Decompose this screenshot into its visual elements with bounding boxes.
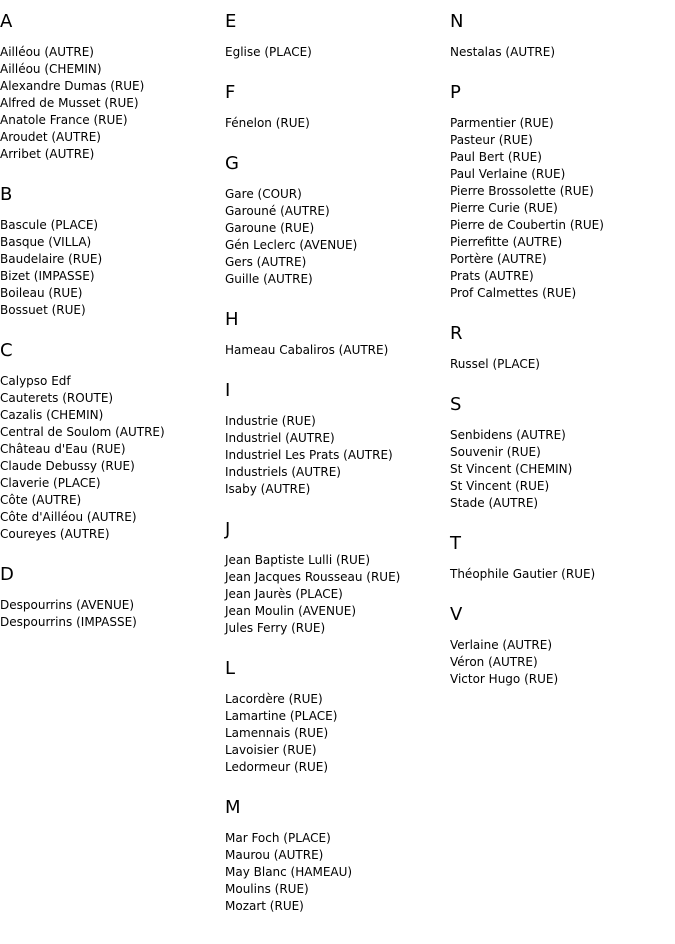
street-link[interactable]: Gare (COUR) [225,187,302,201]
street-link[interactable]: Mozart (RUE) [225,899,304,913]
street-link[interactable]: Ledormeur (RUE) [225,760,329,774]
street-link[interactable]: Pierre Brossolette (RUE) [450,184,594,198]
section-letter-heading: N [450,11,464,32]
section-letter-heading: D [0,564,14,585]
section-letter-heading: P [450,82,461,103]
street-link[interactable]: Industriel Les Prats (AUTRE) [225,448,393,462]
letter-section [225,659,445,776]
street-link[interactable]: Garouné (AUTRE) [225,204,330,218]
street-link[interactable]: Claude Debussy (RUE) [0,459,135,473]
street-link[interactable]: Despourrins (AVENUE) [0,598,135,612]
street-list [450,44,670,61]
street-link[interactable]: Gén Leclerc (AVENUE) [225,238,358,252]
street-index-column [0,12,220,631]
street-link[interactable]: Garoune (RUE) [225,221,315,235]
street-list [0,373,220,543]
letter-section [450,324,670,373]
street-link[interactable]: St Vincent (CHEMIN) [450,462,573,476]
street-link[interactable]: Côte d'Ailléou (AUTRE) [0,510,137,524]
street-link[interactable]: Château d'Eau (RUE) [0,442,126,456]
street-list [0,44,220,163]
street-link[interactable]: Théophile Gautier (RUE) [450,567,596,581]
section-letter-heading: G [225,153,239,174]
street-link[interactable]: Guille (AUTRE) [225,272,313,286]
street-link[interactable]: Lamennais (RUE) [225,726,329,740]
street-index-column [450,12,670,688]
street-list [450,566,670,583]
street-link[interactable]: Lavoisier (RUE) [225,743,317,757]
street-link[interactable]: Despourrins (IMPASSE) [0,615,137,629]
street-link[interactable]: Russel (PLACE) [450,357,540,371]
street-link[interactable]: Prof Calmettes (RUE) [450,286,577,300]
street-index-column [225,12,445,915]
section-letter-heading: I [225,380,231,401]
street-link[interactable]: Jean Baptiste Lulli (RUE) [225,553,371,567]
street-link[interactable]: Senbidens (AUTRE) [450,428,566,442]
letter-section [0,565,220,631]
street-list [225,413,445,498]
street-link[interactable]: Cauterets (ROUTE) [0,391,114,405]
street-link[interactable]: Alexandre Dumas (RUE) [0,79,145,93]
letter-section [450,12,670,61]
street-link[interactable]: May Blanc (HAMEAU) [225,865,353,879]
letter-section [225,798,445,915]
street-link[interactable]: Pierre de Coubertin (RUE) [450,218,604,232]
street-link[interactable]: Gers (AUTRE) [225,255,307,269]
section-letter-heading: F [225,82,236,103]
street-link[interactable]: Alfred de Musset (RUE) [0,96,139,110]
street-list [225,691,445,776]
street-link[interactable]: Bizet (IMPASSE) [0,269,95,283]
street-link[interactable]: Lacordère (RUE) [225,692,323,706]
street-link[interactable]: Jean Moulin (AVENUE) [225,604,357,618]
section-letter-heading: J [225,519,231,540]
street-link[interactable]: Jean Jaurès (PLACE) [225,587,343,601]
street-list [450,115,670,302]
section-letter-heading: E [225,11,237,32]
street-link[interactable]: Portère (AUTRE) [450,252,547,266]
letter-section [0,185,220,319]
street-link[interactable]: Fénelon (RUE) [225,116,310,130]
street-link[interactable]: Industrie (RUE) [225,414,316,428]
street-list [450,427,670,512]
section-letter-heading: L [225,658,236,679]
street-link[interactable]: Prats (AUTRE) [450,269,534,283]
street-link[interactable]: Cazalis (CHEMIN) [0,408,104,422]
street-link[interactable]: Ailléou (CHEMIN) [0,62,102,76]
street-link[interactable]: Pierrefitte (AUTRE) [450,235,563,249]
street-link[interactable]: Côte (AUTRE) [0,493,82,507]
street-link[interactable]: Central de Soulom (AUTRE) [0,425,165,439]
section-letter-heading: A [0,11,13,32]
street-link[interactable]: Ailléou (AUTRE) [0,45,94,59]
street-link[interactable]: Stade (AUTRE) [450,496,539,510]
street-list [225,342,445,359]
street-link[interactable]: Pierre Curie (RUE) [450,201,558,215]
street-link[interactable]: Parmentier (RUE) [450,116,554,130]
street-link[interactable]: Coureyes (AUTRE) [0,527,110,541]
street-link[interactable]: Jean Jacques Rousseau (RUE) [225,570,401,584]
letter-section [450,534,670,583]
street-link[interactable]: Paul Bert (RUE) [450,150,542,164]
street-link[interactable]: Bascule (PLACE) [0,218,99,232]
street-list [225,115,445,132]
letter-section [0,341,220,543]
street-link[interactable]: Basque (VILLA) [0,235,92,249]
street-link[interactable]: Lamartine (PLACE) [225,709,338,723]
section-letter-heading: C [0,340,13,361]
street-link[interactable]: Paul Verlaine (RUE) [450,167,566,181]
section-letter-heading: B [0,184,13,205]
street-list [225,830,445,915]
street-list [0,217,220,319]
street-list [450,637,670,688]
street-link[interactable]: Victor Hugo (RUE) [450,672,559,686]
street-link[interactable]: Bossuet (RUE) [0,303,86,317]
street-link[interactable]: St Vincent (RUE) [450,479,550,493]
section-letter-heading: V [450,604,463,625]
street-link[interactable]: Claverie (PLACE) [0,476,101,490]
letter-section [225,83,445,132]
letter-section [225,154,445,288]
street-link[interactable]: Maurou (AUTRE) [225,848,324,862]
street-link[interactable]: Boileau (RUE) [0,286,83,300]
section-letter-heading: T [450,533,461,554]
letter-section [225,520,445,637]
street-link[interactable]: Verlaine (AUTRE) [450,638,553,652]
street-list [450,356,670,373]
section-letter-heading: M [225,797,241,818]
street-link[interactable]: Anatole France (RUE) [0,113,128,127]
letter-section [225,12,445,61]
letter-section [450,395,670,512]
section-letter-heading: S [450,394,462,415]
street-link[interactable]: Industriel (AUTRE) [225,431,335,445]
street-link[interactable]: Baudelaire (RUE) [0,252,103,266]
street-link[interactable]: Aroudet (AUTRE) [0,130,101,144]
street-link[interactable]: Moulins (RUE) [225,882,309,896]
letter-section [225,310,445,359]
street-link[interactable]: Souvenir (RUE) [450,445,541,459]
street-list [0,597,220,631]
street-link[interactable]: Arribet (AUTRE) [0,147,95,161]
street-list [225,186,445,288]
street-link[interactable]: Nestalas (AUTRE) [450,45,556,59]
section-letter-heading: H [225,309,239,330]
street-link[interactable]: Pasteur (RUE) [450,133,533,147]
street-list [225,552,445,637]
letter-section [0,12,220,163]
street-link[interactable]: Hameau Cabaliros (AUTRE) [225,343,389,357]
street-link[interactable]: Véron (AUTRE) [450,655,538,669]
street-list [225,44,445,61]
street-link[interactable]: Mar Foch (PLACE) [225,831,331,845]
street-link[interactable]: Calypso Edf [0,374,71,388]
letter-section [450,83,670,302]
street-link[interactable]: Isaby (AUTRE) [225,482,311,496]
street-link[interactable]: Industriels (AUTRE) [225,465,341,479]
street-link[interactable]: Jules Ferry (RUE) [225,621,326,635]
section-letter-heading: R [450,323,463,344]
letter-section [450,605,670,688]
street-link[interactable]: Eglise (PLACE) [225,45,312,59]
letter-section [225,381,445,498]
